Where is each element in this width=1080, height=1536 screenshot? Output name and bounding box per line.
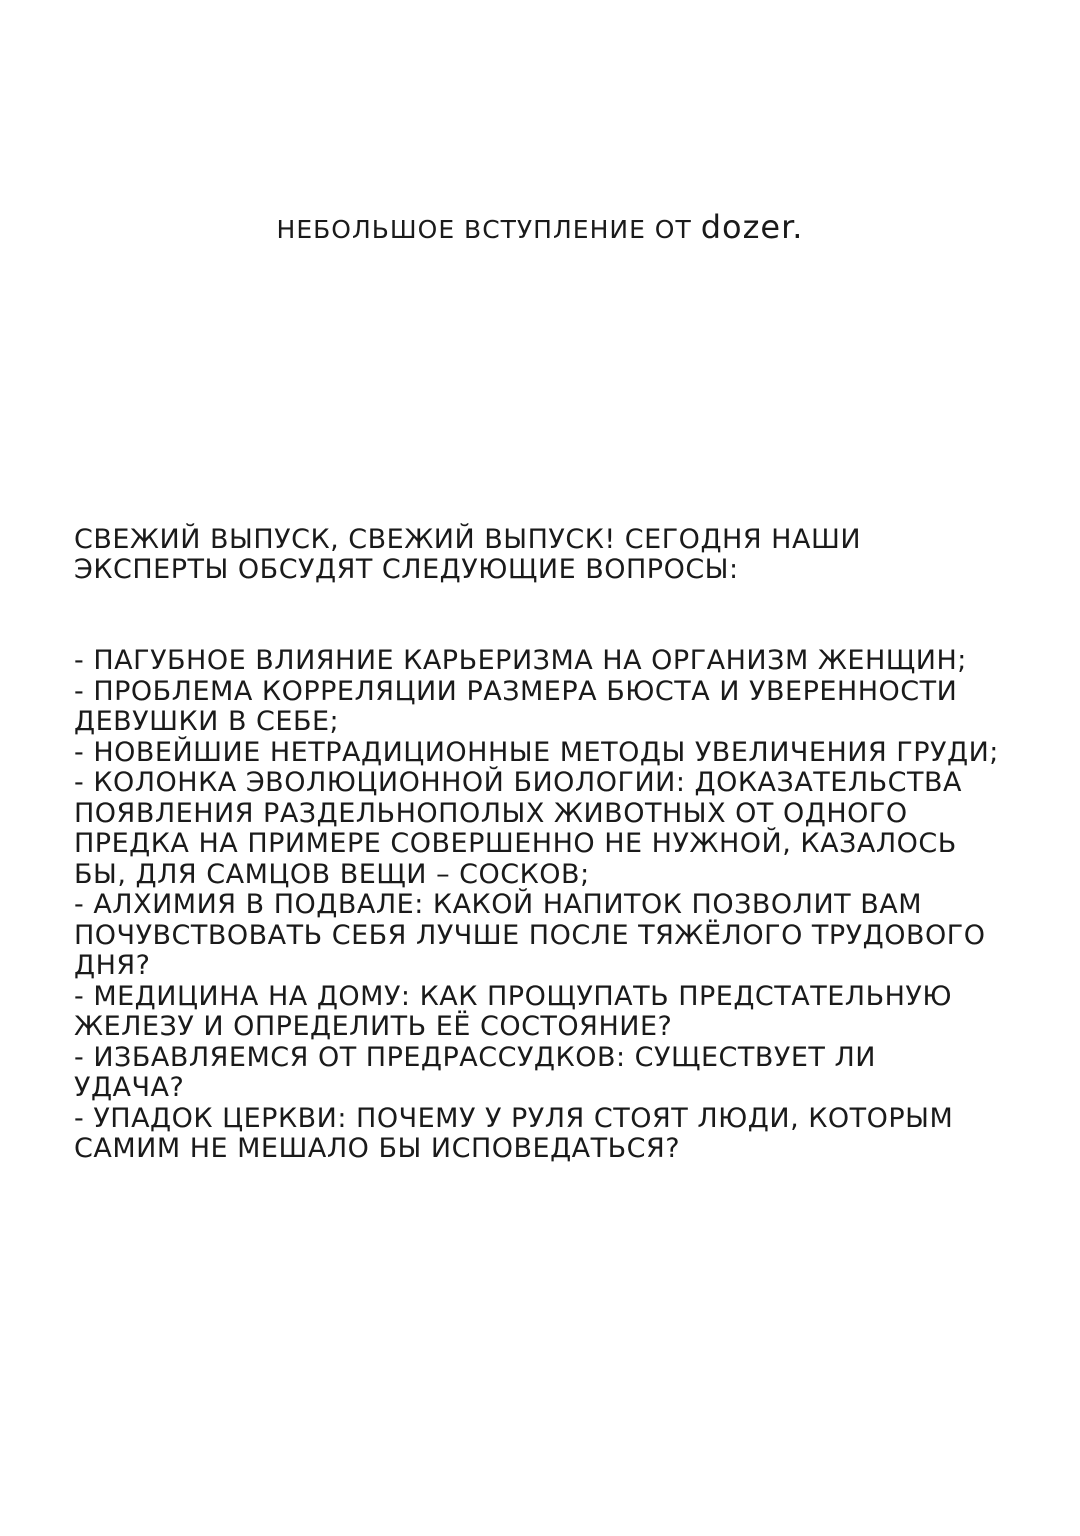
article-body	[74, 494, 1034, 1195]
topics-list: - ПАГУБНОЕ ВЛИЯНИЕ КАРЬЕРИЗМА НА ОРГАНИЗМ ЖЕНЩИН; - ПРОБЛЕМА КОРРЕЛЯЦИИ РАЗМЕРА БЮСТА И УВЕРЕННОСТИ ДЕВУШКИ В СЕБЕ; - НОВЕЙШИЕ НЕТРАДИЦИОННЫЕ МЕТОДЫ УВЕЛИЧЕНИЯ ГРУДИ; - КОЛОНКА ЭВОЛЮЦИОННОЙ БИОЛОГИИ: ДОКАЗАТЕЛЬСТВА ПОЯВЛЕНИЯ РАЗДЕЛЬНОПОЛЫХ ЖИВОТНЫХ ОТ ОДНОГО ПРЕДКА НА ПРИМЕРЕ СОВЕРШЕННО НЕ НУЖНОЙ, КАЗАЛОСЬ БЫ, ДЛЯ САМЦОВ ВЕЩИ – СОСКОВ; - АЛХИМИЯ В ПОДВАЛЕ: КАКОЙ НАПИТОК ПОЗВОЛИТ ВАМ ПОЧУВСТВОВАТЬ СЕБЯ ЛУЧШЕ ПОСЛЕ ТЯЖЁЛОГО ТРУДОВОГО ДНЯ? - МЕДИЦИНА НА ДОМУ: КАК ПРОЩУПАТЬ ПРЕДСТАТЕЛЬНУЮ ЖЕЛЕЗУ И ОПРЕДЕЛИТЬ ЕЁ СОСТОЯНИЕ? - ИЗБАВЛЯЕМСЯ ОТ ПРЕДРАССУДКОВ: СУЩЕСТВУЕТ ЛИ УДАЧА? - УПАДОК ЦЕРКВИ: ПОЧЕМУ У РУЛЯ СТОЯТ ЛЮДИ, КОТОРЫМ САМИМ НЕ МЕШАЛО БЫ ИСПОВЕДАТЬСЯ?	[74, 645, 999, 1164]
author-name: dozer.	[700, 208, 804, 246]
intro-paragraph: СВЕЖИЙ ВЫПУСК, СВЕЖИЙ ВЫПУСК! СЕГОДНЯ НАШИ ЭКСПЕРТЫ ОБСУДЯТ СЛЕДУЮЩИЕ ВОПРОСЫ:	[74, 523, 862, 585]
heading-text: НЕБОЛЬШОЕ ВСТУПЛЕНИЕ ОТ	[276, 215, 701, 244]
page-heading	[0, 205, 1080, 252]
